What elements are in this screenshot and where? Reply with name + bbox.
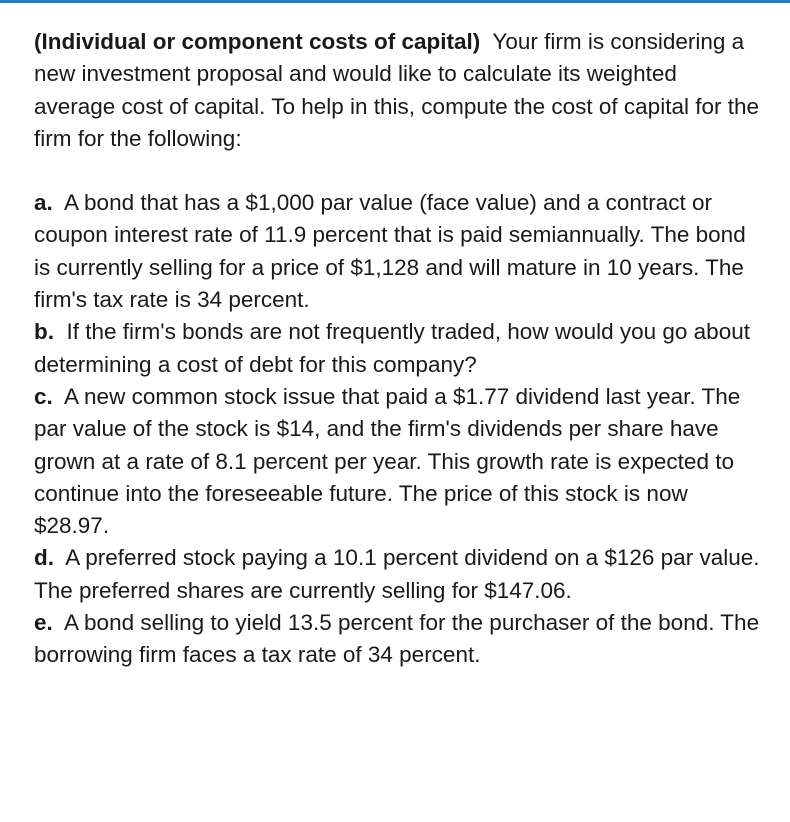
part-b-text: If the firm's bonds are not frequently traded, how would you go about determining a cost of debt for this company? xyxy=(34,319,750,377)
part-b-label: b. xyxy=(34,319,54,345)
problem-title: (Individual or component costs of capital) xyxy=(34,29,481,54)
part-d-text: A preferred stock paying a 10.1 percent dividend on a $126 par value. The preferred shares are currently selling for $147.06. xyxy=(34,545,760,603)
part-d xyxy=(34,542,764,607)
part-a-label: a. xyxy=(34,190,53,216)
part-e xyxy=(34,607,764,672)
part-b xyxy=(34,316,764,381)
problem-statement xyxy=(34,26,764,672)
problem-intro-text: Your firm is considering a new investment proposal and would like to calculate its weighted average cost of capital. To help in this, compute the cost of capital for the firm for the following: xyxy=(34,29,759,151)
part-d-label: d. xyxy=(34,545,54,571)
part-c-text: A new common stock issue that paid a $1.77 dividend last year. The par value of the stock is $14, and the firm's dividends per share have grown at a rate of 8.1 percent per year. This growth rate is expected to continue into the foreseeable future. The price of this stock is now $28.97. xyxy=(34,383,741,539)
part-c-label: c. xyxy=(34,383,53,409)
part-c xyxy=(34,381,764,542)
part-e-label: e. xyxy=(34,610,53,636)
top-border xyxy=(0,0,790,3)
part-a-text: A bond that has a $1,000 par value (face value) and a contract or coupon interest rate of 11.9 percent that is paid semiannually. The bond is currently selling for a price of $1,128 and will mature in 10 years. The firm's tax rate is 34 percent. xyxy=(34,190,746,313)
problem-intro xyxy=(34,26,764,155)
part-a xyxy=(34,187,764,316)
part-e-text: A bond selling to yield 13.5 percent for the purchaser of the bond. The borrowing firm faces a tax rate of 34 percent. xyxy=(34,610,760,668)
